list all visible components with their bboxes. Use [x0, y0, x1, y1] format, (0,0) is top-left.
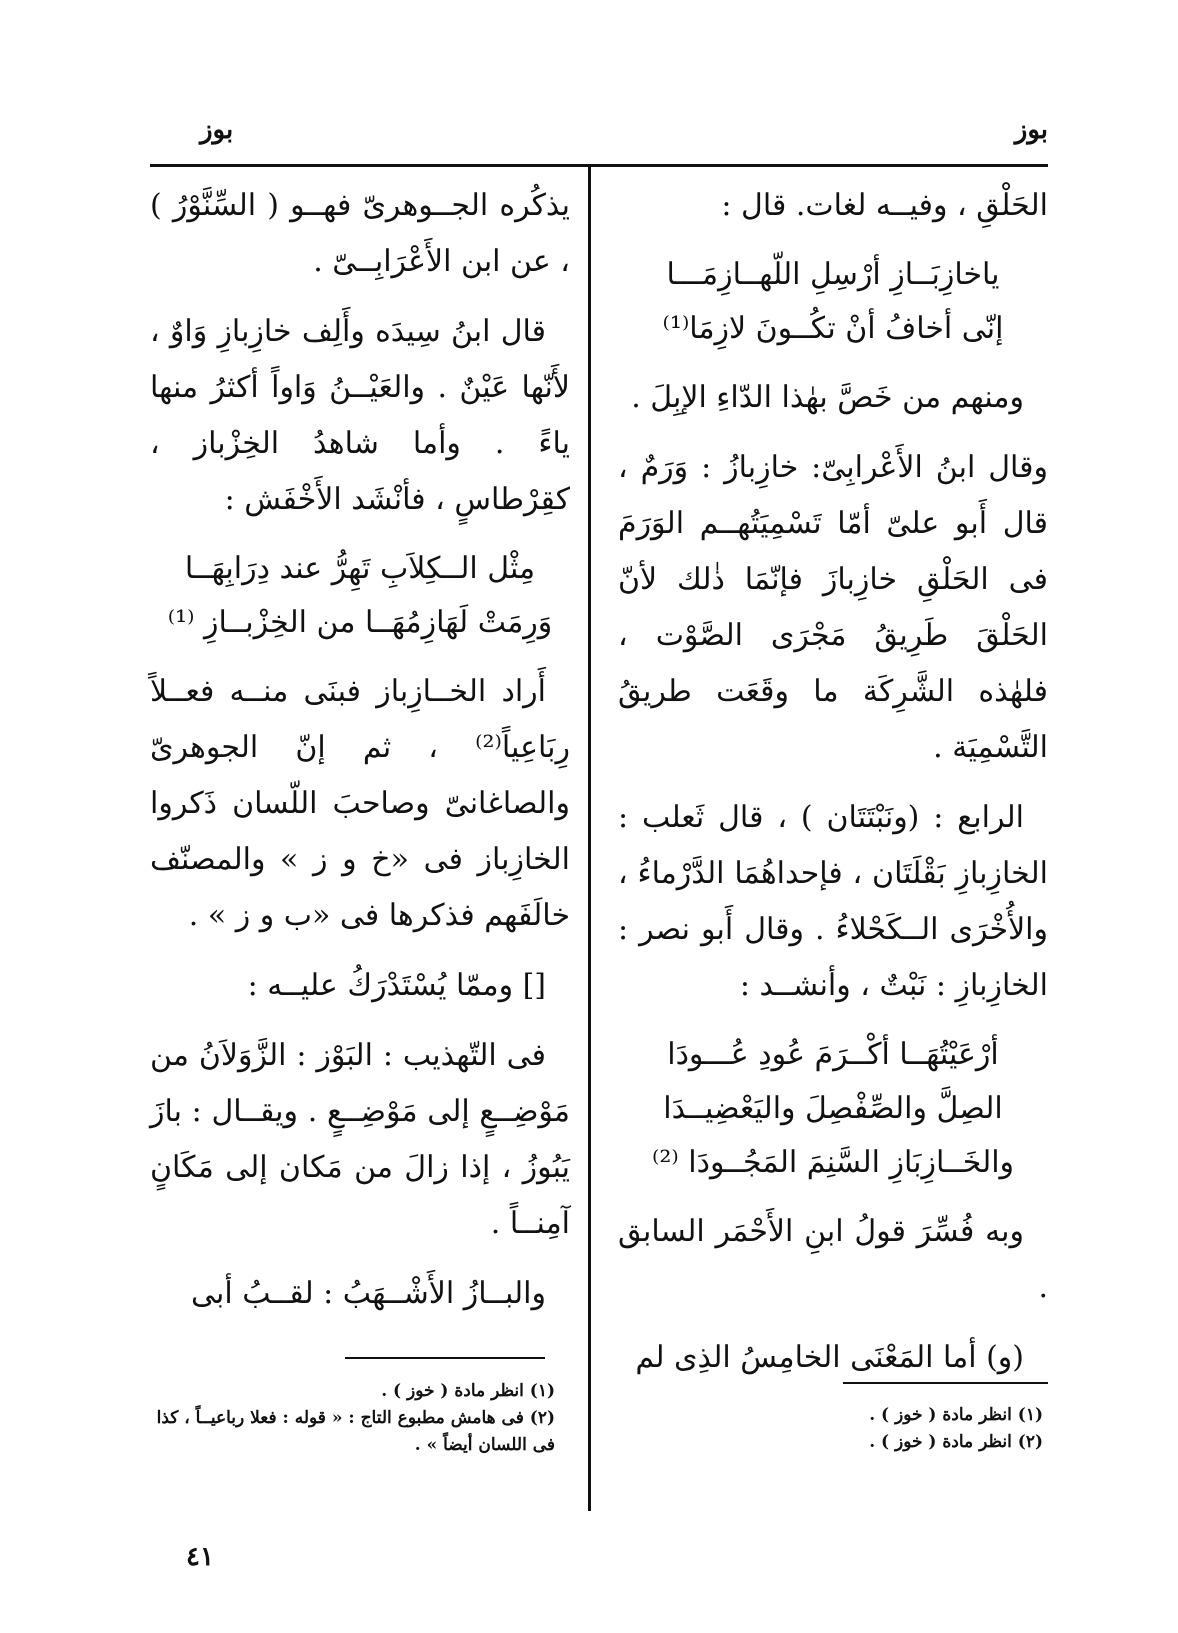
header-rule — [150, 164, 1048, 167]
paragraph: وقال ابنُ الأَعْرابِىّ: خازِبازُ : وَرَمٌ ، قال أَبو علىّ أمّا تَسْمِيَتُهــم الوَرَمَ فى الحَلْقِ خازِبازَ فإنّمَا ذٰلك لأنّ الحَلْقَ طَرِيقُ مَجْرَى الصَّوْت ، فلهٰذه الشَّرِكَة ما وقَعَت طريقُ التَّسْمِيَة . — [618, 450, 1048, 765]
paragraph: الرابع : (ونَبْتَتَان ) ، قال ثَعلب : الخازِبازِ بَقْلَتَان ، فإحداهُمَا الدَّرْماءُ ، والأُخْرَى الــكَحْلاءُ . وقال أَبو نصر : الخازِبازِ : نَبْتٌ ، وأنشــد : — [618, 800, 1048, 1003]
left-column — [150, 178, 570, 1336]
paragraph: ومنهم من خَصَّ بهٰذا الدّاءِ الإبِلَ . — [631, 380, 1024, 415]
footnote: (٢) انظر مادة ( خوز ) . — [869, 1432, 1043, 1452]
footnotes-left — [135, 1378, 555, 1459]
paragraph: وبه فُسِّرَ قولُ ابنِ الأَحْمَر السابق . — [618, 1214, 1048, 1305]
verse-line: ياخازِبَــازِ أرْسِلِ اللّهــازِمَـــا — [666, 257, 1000, 292]
footnote-rule-left — [345, 1357, 545, 1359]
footnotes-right — [623, 1402, 1043, 1456]
paragraph: يذكُره الجــوهرىّ فهــو ( السِّنَّوْرُ ) ، عن ابن الأَعْرَابِــىّ . — [150, 188, 570, 279]
paragraph: أَراد الخــازِباز فبنَى منــه فعــلاً رِبَاعِياً⁽²⁾ ، ثم إنّ الجوهرىّ والصاغانىّ وصاحبَ اللّسان ذَكروا الخازِباز فى «خ و ز » والمصنّف خالَفَهم فذكرها فى «ب و ز » . — [150, 674, 570, 933]
paragraph: الحَلْقِ ، وفيــه لغات. قال : — [721, 188, 1048, 223]
footnote: (٢) فى هامش مطبوع التاج : « قوله : فعلا رباعيــاً ، كذا فى اللسان أيضاً » . — [156, 1408, 555, 1455]
verse-line: وَرِمَتْ لَهَازِمُهَــا من الخِزْبــازِ ⁽¹⁾ — [167, 605, 553, 640]
paragraph: فى التّهذيب : البَوْز : الزَّوَلاَنُ من مَوْضِــعٍ إلى مَوْضِــعٍ . ويقــال : بازَ يَبُوزُ ، إذا زالَ من مَكان إلى مَكَانٍ آمِنــاً . — [150, 1038, 570, 1241]
verse — [150, 542, 570, 650]
verse-line: أرْعَيْتُهَــا أكْــرَمَ عُودِ عُـــودَا — [667, 1037, 999, 1072]
paragraph: (و) أما المَعْنَى الخامِسُ الذِى لم — [635, 1340, 1024, 1375]
footnote: (١) انظر مادة ( خوز ) . — [381, 1381, 555, 1401]
column-divider — [588, 166, 591, 1511]
header-entry-left: بوز — [200, 115, 234, 145]
verse-line: مِثْل الــكِلاَبِ تَهِرُّ عند دِرَابِهَــا — [184, 551, 536, 586]
paragraph: [] وممّا يُسْتَدْرَكُ عليــه : — [247, 968, 546, 1003]
verse-line: إنّى أخافُ أنْ تكُــونَ لازِمَا⁽¹⁾ — [662, 311, 1004, 346]
verse — [618, 1028, 1048, 1190]
paragraph: والبــازُ الأَشْــهَبُ : لقــبُ أبى — [191, 1276, 546, 1311]
paragraph: قال ابنُ سِيدَه وأَلِف خازِبازِ وَاوٌ ، لأَنّها عَيْنٌ . والعَيْــنُ وَاواً أكثرُ منها ياءً . وأما شاهدُ الخِزْباز ، كقِرْطاسٍ ، فأنْشَد الأَخْفَش : — [150, 314, 570, 517]
footnote-rule-right — [843, 1382, 1048, 1384]
page-number: ٤١ — [186, 1542, 214, 1572]
verse-line: الصِلَّ والصِّفْصِلَ واليَعْضِيــدَا — [663, 1091, 1003, 1126]
right-column — [618, 178, 1048, 1400]
verse — [618, 248, 1048, 356]
footnote: (١) انظر مادة ( خوز ) . — [869, 1405, 1043, 1425]
verse-line: والخَــازِبَازِ السَّنِمَ المَجُــودَا ⁽²⁾ — [651, 1145, 1015, 1180]
header-entry-right: بوز — [1014, 115, 1048, 145]
